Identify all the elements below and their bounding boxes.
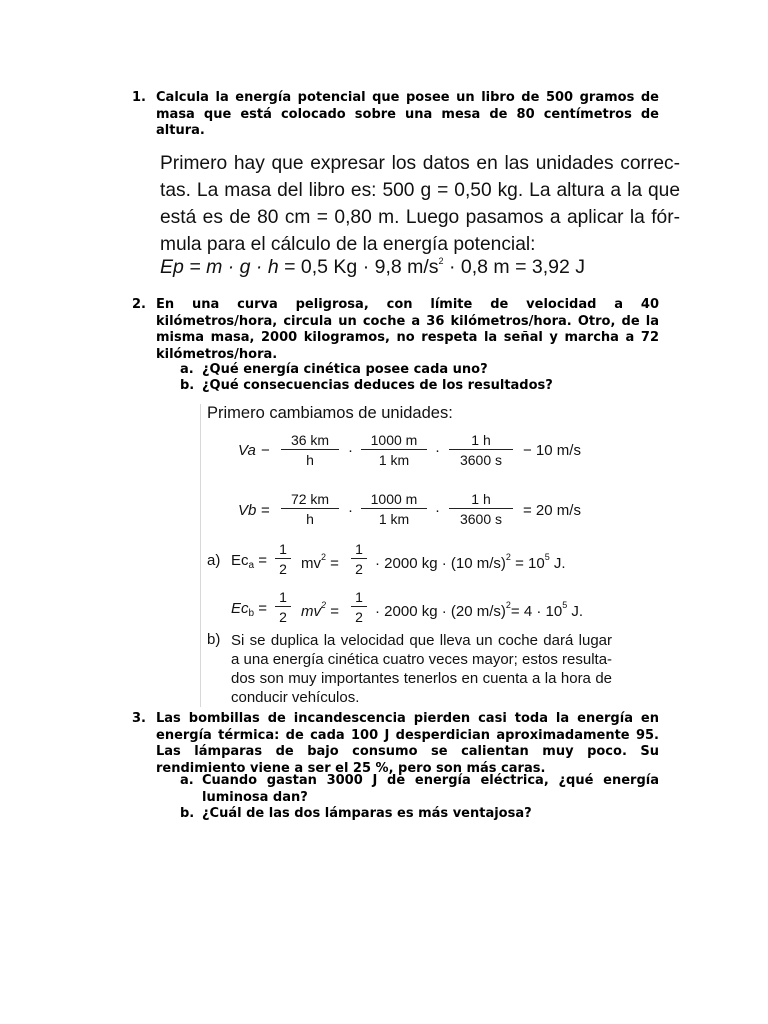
fraction-denominator: 2 — [355, 609, 363, 625]
eca-label: $Ec_a$ = — [231, 552, 268, 571]
solution-heading: Primero cambiamos de unidades: — [207, 404, 453, 422]
solution-2-image — [200, 404, 621, 707]
answer-a-prefix: a) — [207, 552, 221, 569]
question-3-sub-b — [180, 806, 659, 823]
result-exponent: 5 — [562, 600, 568, 610]
sub-letter: b. — [180, 378, 195, 393]
ec-subscript: b — [248, 608, 255, 619]
va-fraction-meters — [361, 432, 427, 468]
formula-lhs: Ep = m · g · h — [160, 256, 279, 278]
result-unit: J. — [549, 555, 566, 572]
fraction-numerator: 1 h — [471, 432, 491, 448]
vb-result: = 20 m/s — [523, 502, 581, 519]
eca-tail — [375, 552, 566, 572]
question-3-sub-a — [180, 773, 659, 806]
mv-term: mv — [301, 555, 321, 572]
fraction-numerator: 1 h — [471, 491, 491, 507]
mv-exponent: 2 — [321, 600, 327, 610]
answer-b-paragraph — [231, 631, 612, 707]
result-exponent: 5 — [544, 552, 550, 562]
answer-b-prefix: b) — [207, 631, 221, 648]
solution-line: mula para el cálculo de la energía potencial: — [160, 234, 536, 255]
paragraph-line: a una energía cinética cuatro veces mayor; estos resulta- — [231, 651, 613, 668]
ec-subscript: a — [248, 560, 255, 571]
dot-operator: · — [348, 442, 353, 459]
fraction-numerator: 1 — [355, 541, 363, 557]
ecb-half-2 — [351, 589, 367, 625]
fraction-numerator: 1 — [355, 589, 363, 605]
solution-line: tas. La masa del libro es: 500 g = 0,50 kg. La altura a la que — [160, 180, 680, 201]
fraction-denominator: 2 — [279, 561, 287, 577]
question-number: 3. — [132, 711, 146, 726]
fraction-denominator: h — [306, 452, 314, 468]
vb-label: Vb — [238, 502, 257, 519]
va-label: Va — [238, 442, 256, 459]
paragraph-line: Si se duplica la velocidad que lleva un coche dará lugar — [231, 632, 612, 649]
fraction-denominator: 3600 s — [459, 511, 503, 527]
eca-half-2 — [351, 541, 367, 577]
ec-symbol: Ec — [231, 600, 249, 617]
sub-text: Cuando gastan 3000 J de energía eléctrica, ¿qué energía luminosa dan? — [202, 773, 659, 805]
tail-exponent: 2 — [505, 600, 511, 610]
sub-letter: b. — [180, 806, 195, 821]
vb-fraction-speed — [281, 491, 339, 527]
fraction-numerator: 1 — [279, 589, 287, 605]
solution-line: Primero hay que expresar los datos en las unidades correc- — [160, 153, 680, 174]
question-1 — [132, 90, 659, 140]
vb-fraction-seconds — [449, 491, 513, 527]
formula-exponent: 2 — [438, 256, 444, 266]
fraction-denominator: 3600 s — [459, 452, 503, 468]
tail-term: · 2000 kg · (10 m/s) — [375, 555, 506, 572]
dot-operator: · — [435, 502, 440, 519]
fraction-denominator: 2 — [355, 561, 363, 577]
sub-text: ¿Qué consecuencias deduces de los resultados? — [202, 378, 553, 393]
question-text: Las bombillas de incandescencia pierden casi toda la energía en energía térmica: de cada 100 J desperdician aproximadamente 95. Las lámparas de bajo consumo se calientan muy poco. Su rendimiento viene a ser el 25 %, pero son más caras. — [156, 711, 659, 776]
dot-operator: · — [435, 442, 440, 459]
formula-rhs: · 0,8 m = 3,92 J — [443, 256, 586, 278]
vb-operator: = — [261, 502, 270, 519]
question-number: 2. — [132, 297, 146, 312]
question-2-sub-a — [180, 362, 659, 379]
eca-mv: $mv^2$ = — [301, 552, 339, 572]
fraction-denominator: 2 — [279, 609, 287, 625]
question-3 — [132, 711, 659, 777]
formula-middle: = 0,5 Kg · 9,8 m/s — [278, 256, 439, 278]
question-text: En una curva peligrosa, con límite de velocidad a 40 kilómetros/hora, circula un coche a 36 kilómetros/hora. Otro, de la misma masa, 2000 kilogramos, no respeta la señal y marcha a 72 kilómetros/hora. — [156, 297, 659, 362]
vb-fraction-meters — [361, 491, 427, 527]
result-term: = 10 — [515, 555, 545, 572]
result-unit: J. — [567, 603, 584, 620]
tail-term: · 2000 kg · (20 m/s) — [375, 603, 506, 620]
mv-term: mv — [301, 603, 321, 620]
va-operator: − — [261, 442, 270, 459]
ecb-tail — [375, 600, 583, 620]
fraction-numerator: 36 km — [290, 432, 330, 448]
paragraph-line: dos son muy importantes tenerlos en cuenta a la hora de — [231, 670, 612, 687]
va-fraction-speed — [281, 432, 339, 468]
fraction-denominator: 1 km — [378, 511, 410, 527]
sub-text: ¿Qué energía cinética posee cada uno? — [202, 362, 488, 377]
ecb-half — [275, 589, 291, 625]
question-text: Calcula la energía potencial que posee un libro de 500 gramos de masa que está colocado sobre una mesa de 80 centímetros de altura. — [156, 90, 659, 138]
fraction-denominator: 1 km — [378, 452, 410, 468]
dot-operator: · — [348, 502, 353, 519]
sub-letter: a. — [180, 362, 194, 377]
solution-1-image — [160, 150, 680, 258]
potential-energy-formula — [160, 256, 585, 279]
ecb-mv: $mv^2$ = — [301, 600, 339, 620]
tail-exponent: 2 — [505, 552, 511, 562]
fraction-numerator: 1000 m — [370, 432, 418, 448]
eca-half — [275, 541, 291, 577]
va-fraction-seconds — [449, 432, 513, 468]
mv-exponent: 2 — [321, 552, 327, 562]
fraction-numerator: 1 — [279, 541, 287, 557]
fraction-numerator: 1000 m — [370, 491, 418, 507]
fraction-numerator: 72 km — [290, 491, 330, 507]
va-result: − 10 m/s — [523, 442, 581, 459]
paragraph-line: conducir vehículos. — [231, 689, 360, 706]
sub-letter: a. — [180, 773, 194, 788]
ec-symbol: Ec — [231, 552, 249, 569]
sub-text: ¿Cuál de las dos lámparas es más ventajosa? — [202, 806, 532, 821]
result-term: = 4 · 10 — [510, 603, 563, 620]
ecb-label: $Ec_b$ = — [231, 600, 268, 619]
solution-line: está es de 80 cm = 0,80 m. Luego pasamos a aplicar la fór- — [160, 207, 680, 228]
question-2-sub-b — [180, 378, 659, 395]
question-2 — [132, 297, 659, 363]
fraction-denominator: h — [306, 511, 314, 527]
question-number: 1. — [132, 90, 146, 105]
